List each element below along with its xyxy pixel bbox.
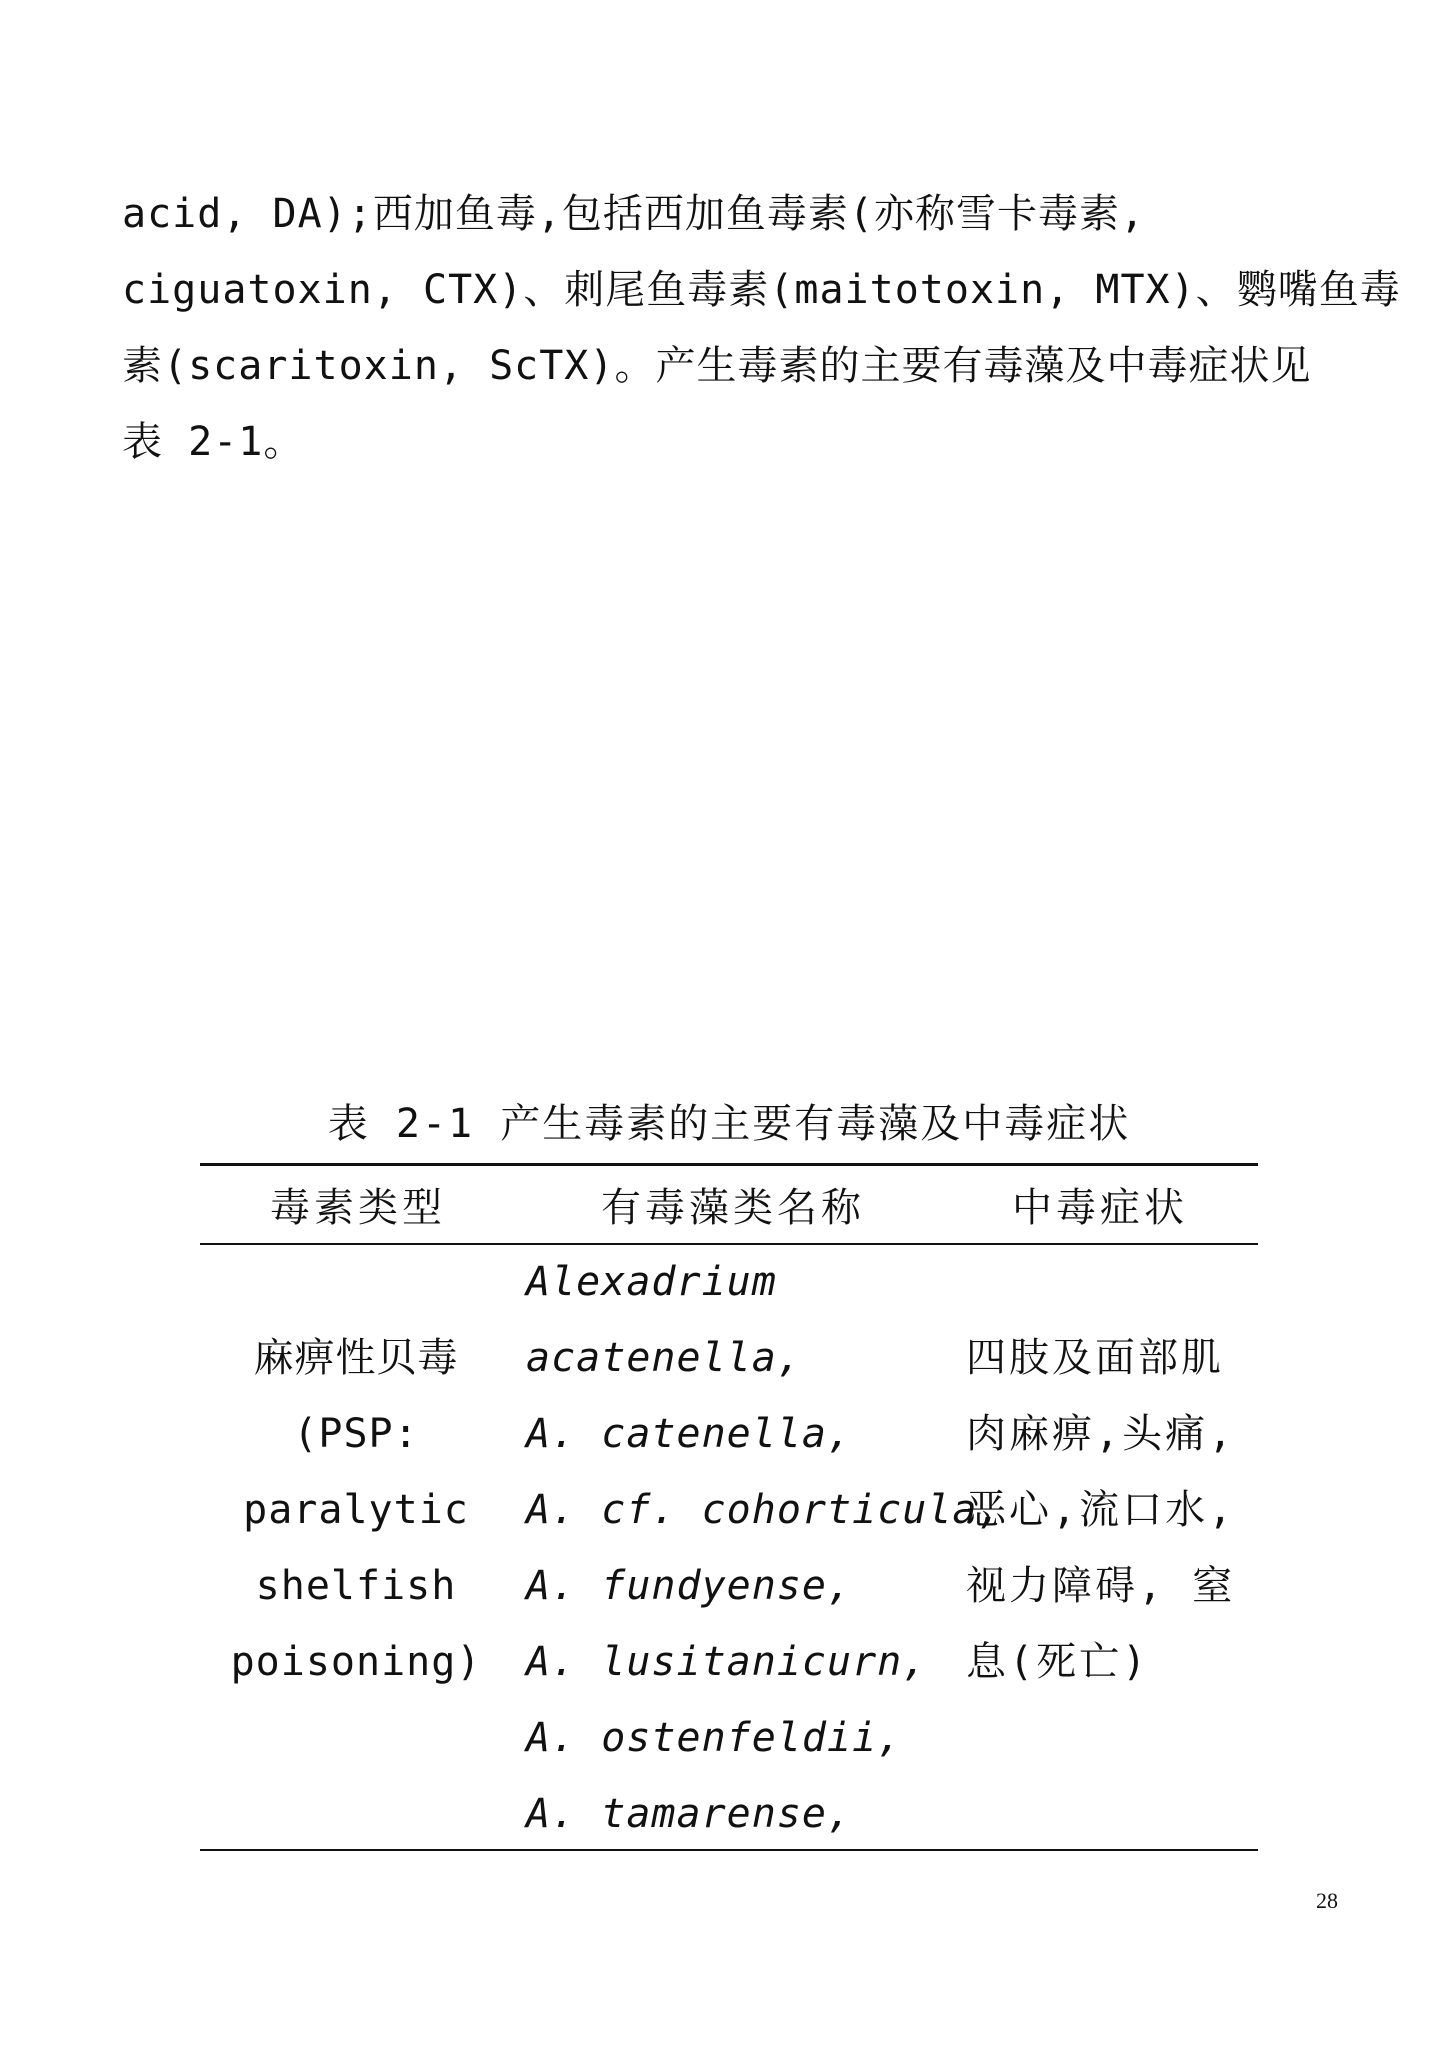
paragraph-line: 素(scaritoxin, ScTX)。产生毒素的主要有毒藻及中毒症状见 — [122, 343, 1312, 389]
cell-line: A. lusitanicurn, — [526, 1639, 928, 1685]
cell-line: 息(死亡) — [966, 1639, 1150, 1685]
table-bottom-rule — [200, 1849, 1258, 1851]
cell-line: (PSP: — [293, 1411, 419, 1457]
cell-line: Alexadrium — [526, 1259, 777, 1305]
cell-line: 恶心,流口水, — [966, 1487, 1236, 1533]
page-number: 28 — [1316, 1888, 1338, 1913]
cell-line: poisoning) — [230, 1639, 482, 1685]
header-toxin-type: 毒素类型 — [270, 1185, 446, 1231]
cell-line: A. tamarense, — [526, 1791, 853, 1837]
paragraph-line: 表 2-1。 — [122, 419, 305, 465]
cell-line: A. cf. cohorticula, — [526, 1487, 1003, 1533]
cell-line: paralytic — [243, 1487, 469, 1533]
table-top-rule — [200, 1163, 1258, 1166]
cell-line: 肉麻痹,头痛, — [966, 1411, 1236, 1457]
cell-line: 四肢及面部肌 — [966, 1335, 1224, 1381]
header-symptoms: 中毒症状 — [1012, 1185, 1188, 1231]
paragraph-line: ciguatoxin, CTX)、刺尾鱼毒素(maitotoxin, MTX)、鹦嘴鱼毒 — [122, 267, 1401, 313]
cell-line: 视力障碍, 窒 — [966, 1563, 1236, 1609]
cell-line: acatenella, — [526, 1335, 802, 1381]
cell-line: 麻痹性贝毒 — [253, 1335, 459, 1381]
header-algae-name: 有毒藻类名称 — [601, 1185, 865, 1231]
table-caption: 表 2-1 产生毒素的主要有毒藻及中毒症状 — [327, 1101, 1131, 1147]
paragraph-line: acid, DA);西加鱼毒,包括西加鱼毒素(亦称雪卡毒素, — [122, 191, 1146, 237]
cell-line: A. ostenfeldii, — [526, 1715, 903, 1761]
cell-line: A. catenella, — [526, 1411, 853, 1457]
table-header-rule — [200, 1243, 1258, 1245]
cell-line: shelfish — [255, 1563, 457, 1609]
cell-line: A. fundyense, — [526, 1563, 853, 1609]
